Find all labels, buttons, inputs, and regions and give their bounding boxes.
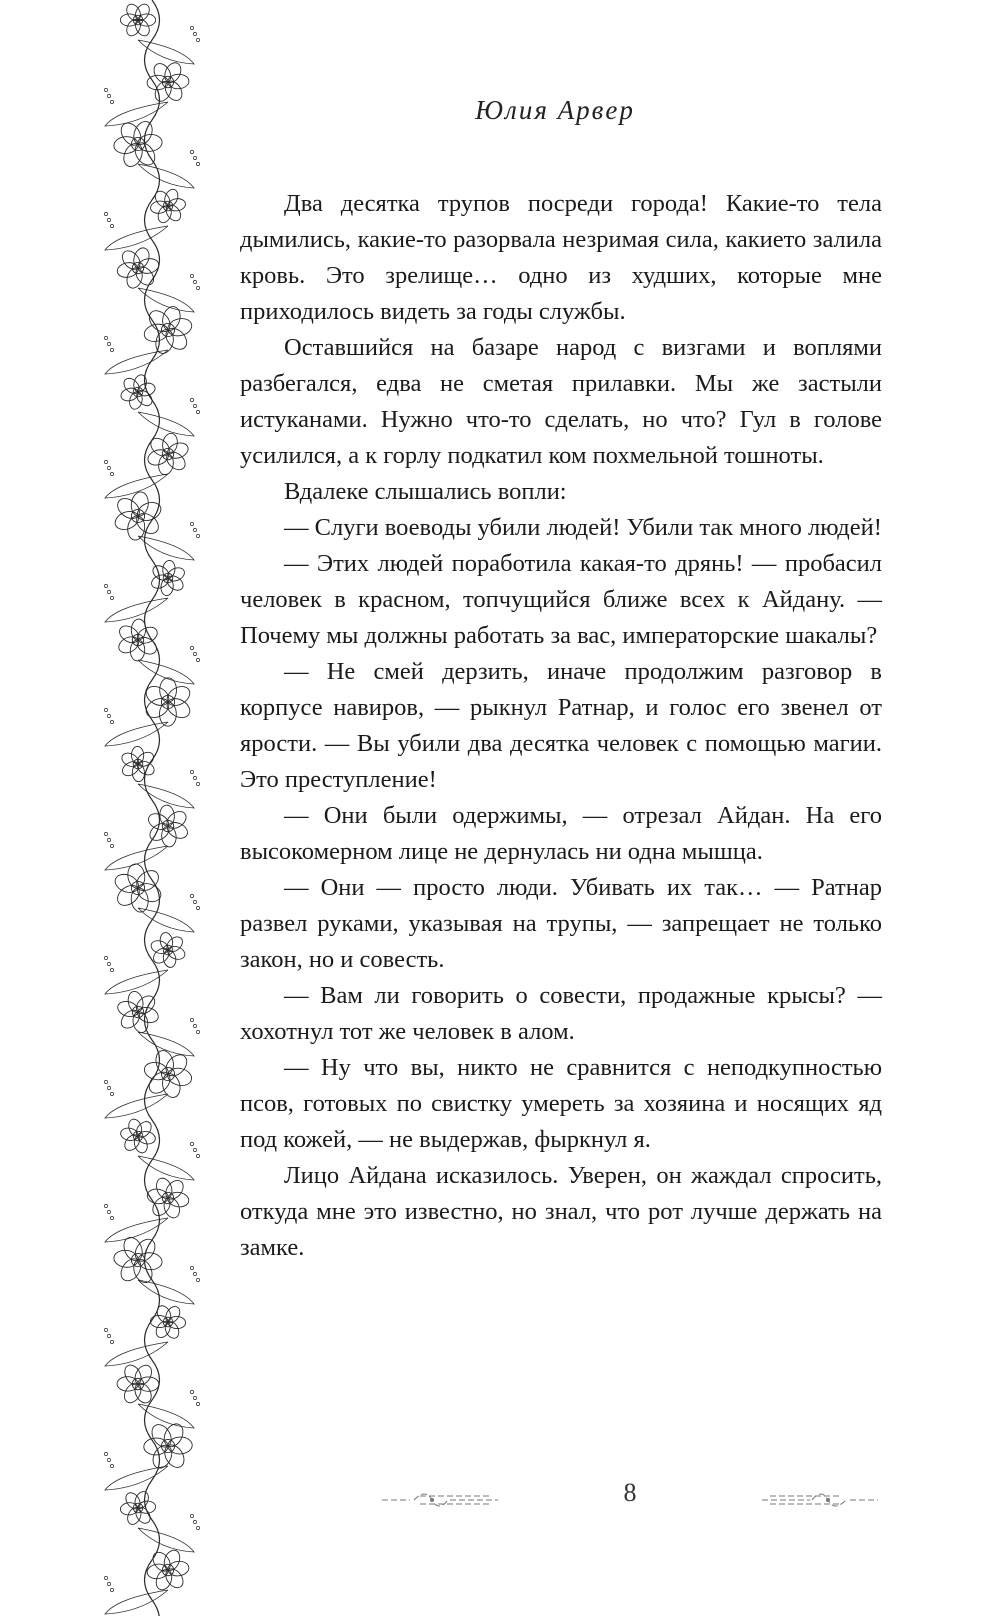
- leaf-icon: [105, 598, 168, 622]
- bud-icon: [196, 286, 199, 289]
- bud-icon: [104, 708, 107, 711]
- bud-icon: [193, 1148, 196, 1151]
- flower-icon: [112, 863, 163, 913]
- bud-icon: [190, 26, 193, 29]
- paragraph: — Этих людей поработила какая-то дрянь! — пробасил человек в красном, топчущийся ближе всех к Айдану. — Почему мы должны работать за вас, императорские шакалы?: [240, 550, 882, 649]
- paragraph: Вдалеке слышались вопли:: [284, 478, 567, 505]
- bud-icon: [190, 522, 193, 525]
- bud-icon: [193, 528, 196, 531]
- paragraph: — Не смей дерзить, иначе продолжим разговор в корпусе навиров, — рыкнул Ратнар, и голос его звенел от ярости. — Вы убили два десятка человек с помощью магии. Это преступление!: [240, 658, 882, 793]
- bud-icon: [190, 150, 193, 153]
- paragraph: — Слуги воеводы убили людей! Убили так много людей!: [284, 514, 882, 541]
- leaf-icon: [105, 226, 168, 250]
- bud-icon: [110, 1464, 113, 1467]
- leaf-icon: [105, 1590, 168, 1614]
- bud-icon: [190, 646, 193, 649]
- flower-icon: [150, 187, 187, 224]
- leaf-icon: [105, 1218, 168, 1242]
- leaf-icon: [105, 1094, 168, 1118]
- bud-icon: [110, 348, 113, 351]
- flower-icon: [146, 1176, 190, 1220]
- bud-icon: [104, 832, 107, 835]
- bud-icon: [193, 1272, 196, 1275]
- bud-icon: [196, 410, 199, 413]
- bud-icon: [110, 1340, 113, 1343]
- paragraph: — Ну что вы, никто не сравнится с неподкупностью псов, готовых по свистку умереть за хозяина и носящих яд под кожей, — не выдержав, фыркнул я.: [240, 1054, 882, 1153]
- bud-icon: [110, 844, 113, 847]
- flower-icon: [146, 805, 190, 848]
- bud-icon: [193, 1396, 196, 1399]
- bud-icon: [190, 274, 193, 277]
- leaf-icon: [138, 784, 194, 808]
- flower-icon: [113, 1235, 163, 1286]
- flower-icon: [143, 1048, 194, 1099]
- bud-icon: [196, 1278, 199, 1281]
- bud-icon: [193, 1024, 196, 1027]
- bud-icon: [190, 398, 193, 401]
- bud-icon: [107, 94, 110, 97]
- bud-icon: [196, 38, 199, 41]
- paragraph: Оставшийся на базаре народ с визгами и воплями разбегался, едва не сметая прилавки. Мы же застыли истуканами. Нужно что-то сделать, но что? Гул в голове усилился, а к горлу подкатил ком похмельной тошноты.: [240, 334, 882, 469]
- flower-icon: [120, 1117, 157, 1154]
- bud-icon: [193, 156, 196, 159]
- flower-icon: [120, 1489, 156, 1526]
- bud-icon: [104, 1080, 107, 1083]
- bud-icon: [107, 342, 110, 345]
- footer-ornament-right-icon: [760, 1488, 880, 1512]
- bud-icon: [196, 1154, 199, 1157]
- flower-icon: [112, 491, 163, 541]
- bud-icon: [107, 1086, 110, 1089]
- bud-icon: [193, 776, 196, 779]
- floral-border: [92, 0, 212, 1616]
- flower-icon: [146, 1548, 190, 1592]
- bud-icon: [190, 894, 193, 897]
- bud-icon: [193, 900, 196, 903]
- bud-icon: [104, 1204, 107, 1207]
- bud-icon: [110, 720, 113, 723]
- bud-icon: [107, 838, 110, 841]
- leaf-icon: [138, 1528, 194, 1552]
- bud-icon: [196, 1030, 199, 1033]
- bud-icon: [190, 770, 193, 773]
- leaf-icon: [138, 660, 194, 684]
- bud-icon: [196, 782, 199, 785]
- bud-icon: [107, 714, 110, 717]
- paragraph: Два десятка трупов посреди города! Какие-то тела дымились, какие-то разорвала незримая сила, какието залила кровь. Это зрелище… одно из худших, которые мне приходилось видеть за годы службы.: [240, 190, 882, 325]
- bud-icon: [193, 280, 196, 283]
- bud-icon: [196, 658, 199, 661]
- bud-icon: [107, 1334, 110, 1337]
- bud-icon: [190, 1514, 193, 1517]
- bud-icon: [104, 1452, 107, 1455]
- leaf-icon: [105, 1466, 168, 1490]
- paragraph: — Они — просто люди. Убивать их так… — Ратнар развел руками, указывая на трупы, — запрещает не только закон, но и совесть.: [240, 874, 882, 973]
- leaf-icon: [105, 1342, 168, 1366]
- bud-icon: [104, 460, 107, 463]
- bud-icon: [104, 88, 107, 91]
- leaf-icon: [138, 412, 194, 436]
- leaf-icon: [138, 164, 194, 188]
- bud-icon: [107, 590, 110, 593]
- bud-icon: [190, 1390, 193, 1393]
- bud-icon: [110, 596, 113, 599]
- bud-icon: [110, 1588, 113, 1591]
- bud-icon: [196, 162, 199, 165]
- bud-icon: [107, 466, 110, 469]
- bud-icon: [104, 1576, 107, 1579]
- bud-icon: [104, 584, 107, 587]
- paragraph: Лицо Айдана исказилось. Уверен, он жаждал спросить, откуда мне это известно, но знал, что рот лучше держать на замке.: [240, 1162, 882, 1261]
- bud-icon: [107, 1458, 110, 1461]
- paragraph: — Они были одержимы, — отрезал Айдан. На его высокомерном лице не дернулась ни одна мышца.: [240, 802, 882, 865]
- bud-icon: [104, 1328, 107, 1331]
- paragraph: — Вам ли говорить о совести, продажные крысы? — хохотнул тот же человек в алом.: [240, 982, 882, 1045]
- bud-icon: [196, 1526, 199, 1529]
- leaf-icon: [138, 536, 194, 560]
- flower-icon: [119, 373, 156, 410]
- flower-icon: [142, 304, 193, 355]
- bud-icon: [104, 212, 107, 215]
- bud-icon: [110, 100, 113, 103]
- leaf-icon: [105, 846, 168, 870]
- flower-icon: [116, 619, 160, 662]
- bud-icon: [110, 224, 113, 227]
- leaf-icon: [138, 1032, 194, 1056]
- bud-icon: [107, 1582, 110, 1585]
- leaf-icon: [105, 350, 168, 374]
- bud-icon: [190, 1142, 193, 1145]
- bud-icon: [107, 1210, 110, 1213]
- body-text: [240, 186, 882, 1266]
- bud-icon: [193, 404, 196, 407]
- leaf-icon: [138, 1280, 194, 1304]
- bud-icon: [193, 1520, 196, 1523]
- bud-icon: [196, 1402, 199, 1405]
- bud-icon: [107, 218, 110, 221]
- flower-icon: [143, 678, 193, 726]
- bud-icon: [104, 956, 107, 959]
- bud-icon: [110, 968, 113, 971]
- leaf-icon: [138, 1404, 194, 1428]
- flower-icon: [150, 1303, 186, 1340]
- bud-icon: [110, 1216, 113, 1219]
- flower-icon: [116, 990, 160, 1034]
- running-header-author: Юлия Арвер: [475, 95, 635, 125]
- flower-icon: [120, 746, 157, 782]
- bud-icon: [110, 1092, 113, 1095]
- flower-icon: [120, 2, 155, 39]
- leaf-icon: [138, 40, 194, 64]
- bud-icon: [196, 534, 199, 537]
- bud-icon: [190, 1018, 193, 1021]
- bud-icon: [193, 32, 196, 35]
- bud-icon: [110, 472, 113, 475]
- bud-icon: [196, 906, 199, 909]
- page-number: 8: [623, 1478, 637, 1507]
- bud-icon: [193, 652, 196, 655]
- flower-icon: [149, 931, 186, 968]
- flower-icon: [113, 118, 163, 169]
- flower-icon: [116, 246, 160, 290]
- flower-icon: [144, 1421, 193, 1472]
- bud-icon: [104, 336, 107, 339]
- leaf-icon: [138, 1156, 194, 1180]
- page-footer: [380, 1478, 880, 1518]
- bud-icon: [190, 1266, 193, 1269]
- bud-icon: [107, 962, 110, 965]
